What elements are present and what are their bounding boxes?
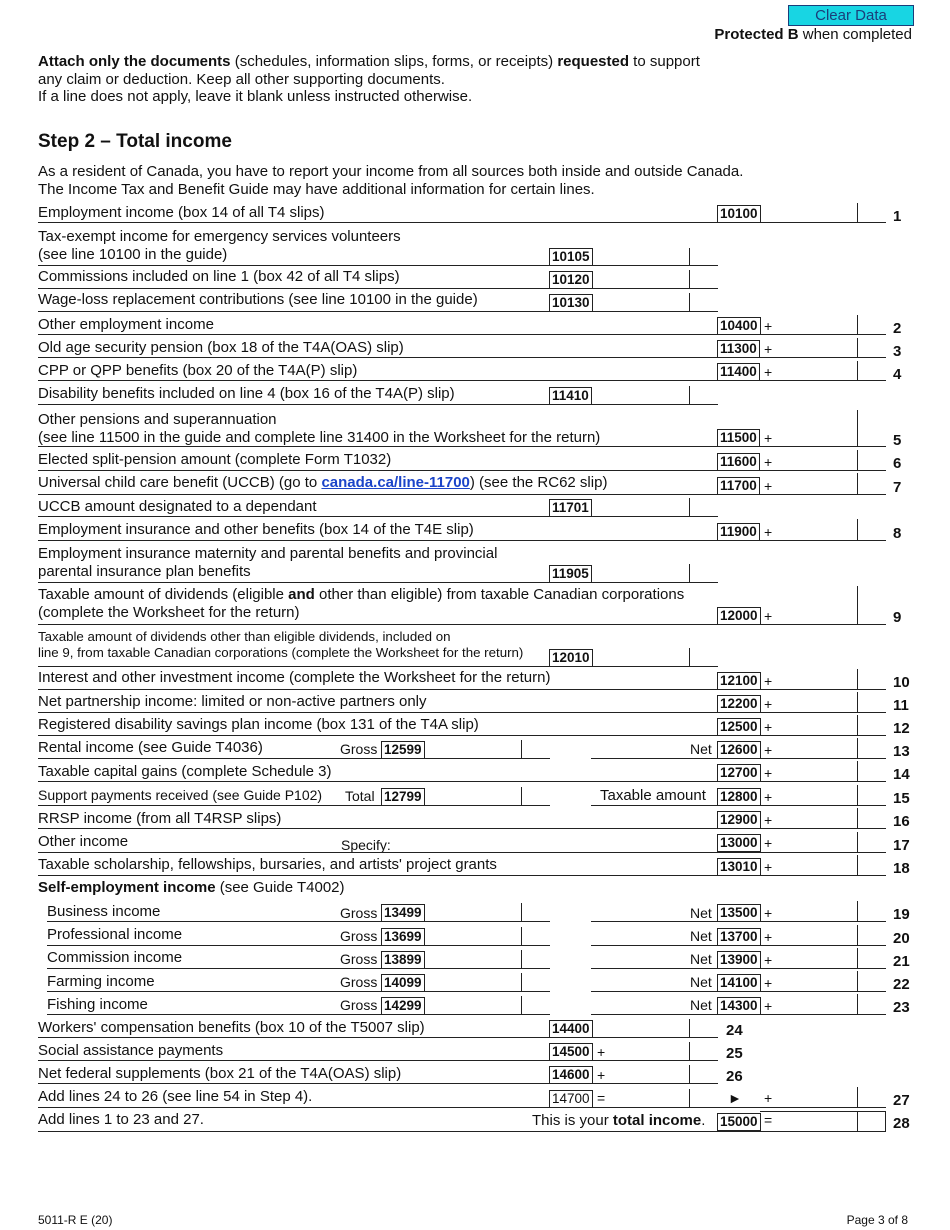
form-number: 5011-R E (20) [38, 1213, 113, 1227]
plus-sign: + [764, 719, 773, 735]
code-12100: 12100 [717, 672, 761, 690]
code-13699: 13699 [381, 928, 425, 946]
code-10120: 10120 [549, 271, 593, 289]
line-num-20: 20 [893, 930, 910, 947]
code-12800: 12800 [717, 788, 761, 806]
line-num-6: 6 [893, 455, 902, 472]
plus-sign: + [597, 1044, 606, 1060]
code-12799: 12799 [381, 788, 425, 806]
plus-sign: + [764, 765, 773, 781]
dividends-label1a: Taxable amount of dividends (eligible [38, 586, 289, 603]
code-14500: 14500 [549, 1043, 593, 1061]
plus-sign: + [764, 905, 773, 921]
plus-sign: + [764, 478, 773, 494]
intro-line2: any claim or deduction. Keep all other supporting documents. [38, 70, 445, 88]
plus-sign: + [597, 1067, 606, 1083]
total-income-box[interactable] [760, 1111, 886, 1132]
intro-text1: (schedules, information slips, forms, or receipts) [230, 53, 558, 70]
disability-label: Disability benefits included on line 4 (box 16 of the T4A(P) slip) [38, 385, 455, 402]
code-13010: 13010 [717, 858, 761, 876]
code-11700: 11700 [717, 477, 760, 495]
volunteers-label2: (see line 10100 in the guide) [38, 245, 228, 263]
rental-label: Rental income (see Guide T4036) [38, 739, 263, 756]
line-num-18: 18 [893, 860, 910, 877]
plus-sign: + [764, 524, 773, 540]
self-employment-heading [38, 879, 345, 897]
line-num-15: 15 [893, 790, 910, 807]
line-num-17: 17 [893, 837, 910, 854]
code-13000: 13000 [717, 834, 761, 852]
self-employment-rest: (see Guide T4002) [215, 879, 345, 896]
plus-sign: + [764, 975, 773, 991]
professional-gross-label: Gross [340, 928, 378, 944]
oas-label: Old age security pension (box 18 of the T4A(OAS) slip) [38, 339, 404, 356]
code-14700: 14700 [549, 1090, 593, 1108]
plus-sign: + [764, 608, 773, 624]
total-post: . [701, 1112, 706, 1129]
commission-gross-label: Gross [340, 951, 378, 967]
code-12900: 12900 [717, 811, 761, 829]
code-14400: 14400 [549, 1020, 593, 1038]
line-num-28: 28 [893, 1115, 910, 1132]
commission-net-label: Net [690, 951, 712, 967]
line-num-25: 25 [726, 1045, 743, 1062]
code-13899: 13899 [381, 951, 425, 969]
code-14300: 14300 [717, 997, 761, 1015]
total-pre: This is your [532, 1112, 613, 1129]
line-num-9: 9 [893, 609, 902, 626]
split-pension-label: Elected split-pension amount (complete Form T1032) [38, 451, 392, 468]
intro-bold2: requested [557, 53, 630, 70]
line-num-22: 22 [893, 976, 910, 993]
code-13500: 13500 [717, 904, 761, 922]
dividends-other-label2: line 9, from taxable Canadian corporations (complete the Worksheet for the return) [38, 645, 524, 660]
plus-sign: + [764, 318, 773, 334]
plus-sign: + [764, 341, 773, 357]
capital-gains-label: Taxable capital gains (complete Schedule 3) [38, 763, 332, 780]
code-11400: 11400 [717, 363, 760, 381]
support-label: Support payments received (see Guide P102) [38, 787, 323, 803]
code-12010: 12010 [549, 649, 593, 667]
line-num-7: 7 [893, 479, 902, 496]
line-num-3: 3 [893, 343, 902, 360]
line-num-16: 16 [893, 813, 910, 830]
uccb-label-b: ) (see the RC62 slip) [469, 474, 608, 491]
plus-sign: + [764, 952, 773, 968]
dividends-label2: (complete the Worksheet for the return) [38, 603, 300, 621]
farming-income-label: Farming income [47, 973, 155, 990]
total-income-text [532, 1112, 705, 1129]
code-10100: 10100 [717, 205, 761, 223]
dividends-label [38, 586, 684, 621]
pensions-label2: (see line 11500 in the guide and complete line 31400 in the Worksheet for the return) [38, 428, 601, 446]
plus-sign: + [764, 835, 773, 851]
other-employment-label: Other employment income [38, 316, 214, 333]
rdsp-label: Registered disability savings plan income (box 131 of the T4A slip) [38, 716, 479, 733]
rental-net-label: Net [690, 741, 712, 757]
code-11410: 11410 [549, 387, 592, 405]
rental-gross-label: Gross [340, 741, 378, 757]
farming-gross-label: Gross [340, 974, 378, 990]
business-gross-label: Gross [340, 905, 378, 921]
dividends-other-label1: Taxable amount of dividends other than eligible dividends, included on [38, 629, 451, 644]
line-num-14: 14 [893, 766, 910, 783]
line-num-26: 26 [726, 1068, 743, 1085]
ei-label: Employment insurance and other benefits (box 14 of the T4E slip) [38, 521, 474, 538]
self-employment-bold: Self-employment income [38, 879, 216, 896]
workers-comp-label: Workers' compensation benefits (box 10 of the T5007 slip) [38, 1019, 425, 1036]
other-income-label: Other income [38, 833, 129, 850]
code-15000: 15000 [717, 1113, 761, 1131]
code-11500: 11500 [717, 429, 760, 447]
plus-sign: + [764, 742, 773, 758]
line-num-24: 24 [726, 1022, 743, 1039]
intro-line3: If a line does not apply, leave it blank unless instructed otherwise. [38, 88, 473, 105]
page-number: Page 3 of 8 [846, 1213, 908, 1227]
line-num-13: 13 [893, 743, 910, 760]
plus-sign: + [764, 673, 773, 689]
rrsp-label: RRSP income (from all T4RSP slips) [38, 810, 282, 827]
code-13700: 13700 [717, 928, 761, 946]
plus-sign: + [764, 696, 773, 712]
code-12599: 12599 [381, 741, 425, 759]
code-13499: 13499 [381, 904, 425, 922]
code-11600: 11600 [717, 453, 760, 471]
professional-net-label: Net [690, 928, 712, 944]
code-14600: 14600 [549, 1066, 593, 1084]
code-11900: 11900 [717, 523, 760, 541]
line-num-4: 4 [893, 366, 902, 383]
support-total-label: Total [345, 788, 375, 804]
code-13900: 13900 [717, 951, 761, 969]
line-num-23: 23 [893, 999, 910, 1016]
dividends-label1c: other than eligible) from taxable Canadian corporations [314, 586, 685, 603]
volunteers-label1: Tax-exempt income for emergency services volunteers [38, 228, 401, 245]
plus-sign: + [764, 812, 773, 828]
dividends-other-label [38, 629, 523, 661]
pensions-label [38, 411, 600, 446]
protected-notice [714, 26, 912, 43]
uccb-label [38, 474, 607, 492]
code-12700: 12700 [717, 764, 761, 782]
pensions-label1: Other pensions and superannuation [38, 411, 277, 428]
line-num-1: 1 [893, 208, 902, 225]
protected-label: Protected B [714, 26, 799, 43]
partnership-label: Net partnership income: limited or non-active partners only [38, 693, 427, 710]
cpp-label: CPP or QPP benefits (box 20 of the T4A(P) slip) [38, 362, 358, 379]
intro-bold1: Attach only the documents [38, 53, 231, 70]
ei-maternity-label [38, 545, 497, 580]
intro-text2: to support [629, 53, 700, 70]
add-24-26-label: Add lines 24 to 26 (see line 54 in Step 4). [38, 1088, 313, 1105]
step-title: Step 2 – Total income [38, 131, 232, 152]
net-federal-label: Net federal supplements (box 21 of the T4A(OAS) slip) [38, 1065, 402, 1082]
protected-rest: when completed [798, 26, 912, 43]
resident-line1: As a resident of Canada, you have to report your income from all sources both inside and outside Canada. [38, 163, 744, 180]
code-10130: 10130 [549, 294, 593, 312]
intro-text [38, 53, 798, 106]
clear-data-button[interactable]: Clear Data [788, 5, 914, 26]
business-income-label: Business income [47, 903, 161, 920]
equals-sign: = [597, 1090, 606, 1106]
employment-label: Employment income (box 14 of all T4 slips) [38, 204, 325, 221]
plus-sign: + [764, 364, 773, 380]
ei-maternity-label1: Employment insurance maternity and parental benefits and provincial [38, 545, 498, 562]
social-assistance-label: Social assistance payments [38, 1042, 224, 1059]
line-num-27: 27 [893, 1092, 910, 1109]
code-14299: 14299 [381, 997, 425, 1015]
commissions-label: Commissions included on line 1 (box 42 of all T4 slips) [38, 268, 400, 285]
wageloss-label: Wage-loss replacement contributions (see line 10100 in the guide) [38, 291, 478, 308]
specify-label: Specify: [341, 837, 391, 853]
interest-label: Interest and other investment income (complete the Worksheet for the return) [38, 669, 551, 686]
plus-sign: + [764, 789, 773, 805]
resident-text [38, 163, 858, 198]
line-num-11: 11 [893, 697, 909, 714]
support-taxable-label: Taxable amount [600, 787, 706, 804]
code-12500: 12500 [717, 718, 761, 736]
line-num-8: 8 [893, 525, 902, 542]
plus-sign: + [764, 430, 773, 446]
business-net-label: Net [690, 905, 712, 921]
code-10400: 10400 [717, 317, 761, 335]
volunteers-label [38, 228, 401, 263]
plus-sign: + [764, 929, 773, 945]
resident-line2: The Income Tax and Benefit Guide may have additional information for certain lines. [38, 180, 595, 198]
line-num-12: 12 [893, 720, 910, 737]
dividends-label1b: and [288, 586, 315, 603]
ei-maternity-label2: parental insurance plan benefits [38, 562, 251, 580]
code-10105: 10105 [549, 248, 593, 266]
line-num-5: 5 [893, 432, 902, 449]
uccb-label-a: Universal child care benefit (UCCB) (go to [38, 474, 322, 491]
fishing-gross-label: Gross [340, 997, 378, 1013]
code-14100: 14100 [717, 974, 761, 992]
line-num-10: 10 [893, 674, 910, 691]
code-12200: 12200 [717, 695, 761, 713]
code-14099: 14099 [381, 974, 425, 992]
farming-net-label: Net [690, 974, 712, 990]
total-label: Add lines 1 to 23 and 27. [38, 1111, 204, 1128]
plus-sign: + [764, 998, 773, 1014]
fishing-income-label: Fishing income [47, 996, 148, 1013]
code-12000: 12000 [717, 607, 761, 625]
code-11300: 11300 [717, 340, 760, 358]
arrow-icon: ► [728, 1090, 742, 1106]
equals-sign: = [764, 1112, 773, 1128]
code-11701: 11701 [549, 499, 592, 517]
fishing-net-label: Net [690, 997, 712, 1013]
code-12600: 12600 [717, 741, 761, 759]
line-num-19: 19 [893, 906, 910, 923]
professional-income-label: Professional income [47, 926, 183, 943]
commission-income-label: Commission income [47, 949, 183, 966]
plus-sign: + [764, 859, 773, 875]
line-num-21: 21 [893, 953, 910, 970]
total-bold: total income [612, 1112, 702, 1129]
uccb-dependant-label: UCCB amount designated to a dependant [38, 498, 317, 515]
plus-sign: + [764, 1090, 773, 1106]
code-11905: 11905 [549, 565, 592, 583]
plus-sign: + [764, 454, 773, 470]
line-num-2: 2 [893, 320, 902, 337]
uccb-link[interactable]: canada.ca/line-11700 [321, 474, 470, 491]
scholarship-label: Taxable scholarship, fellowships, bursaries, and artists' project grants [38, 856, 497, 873]
